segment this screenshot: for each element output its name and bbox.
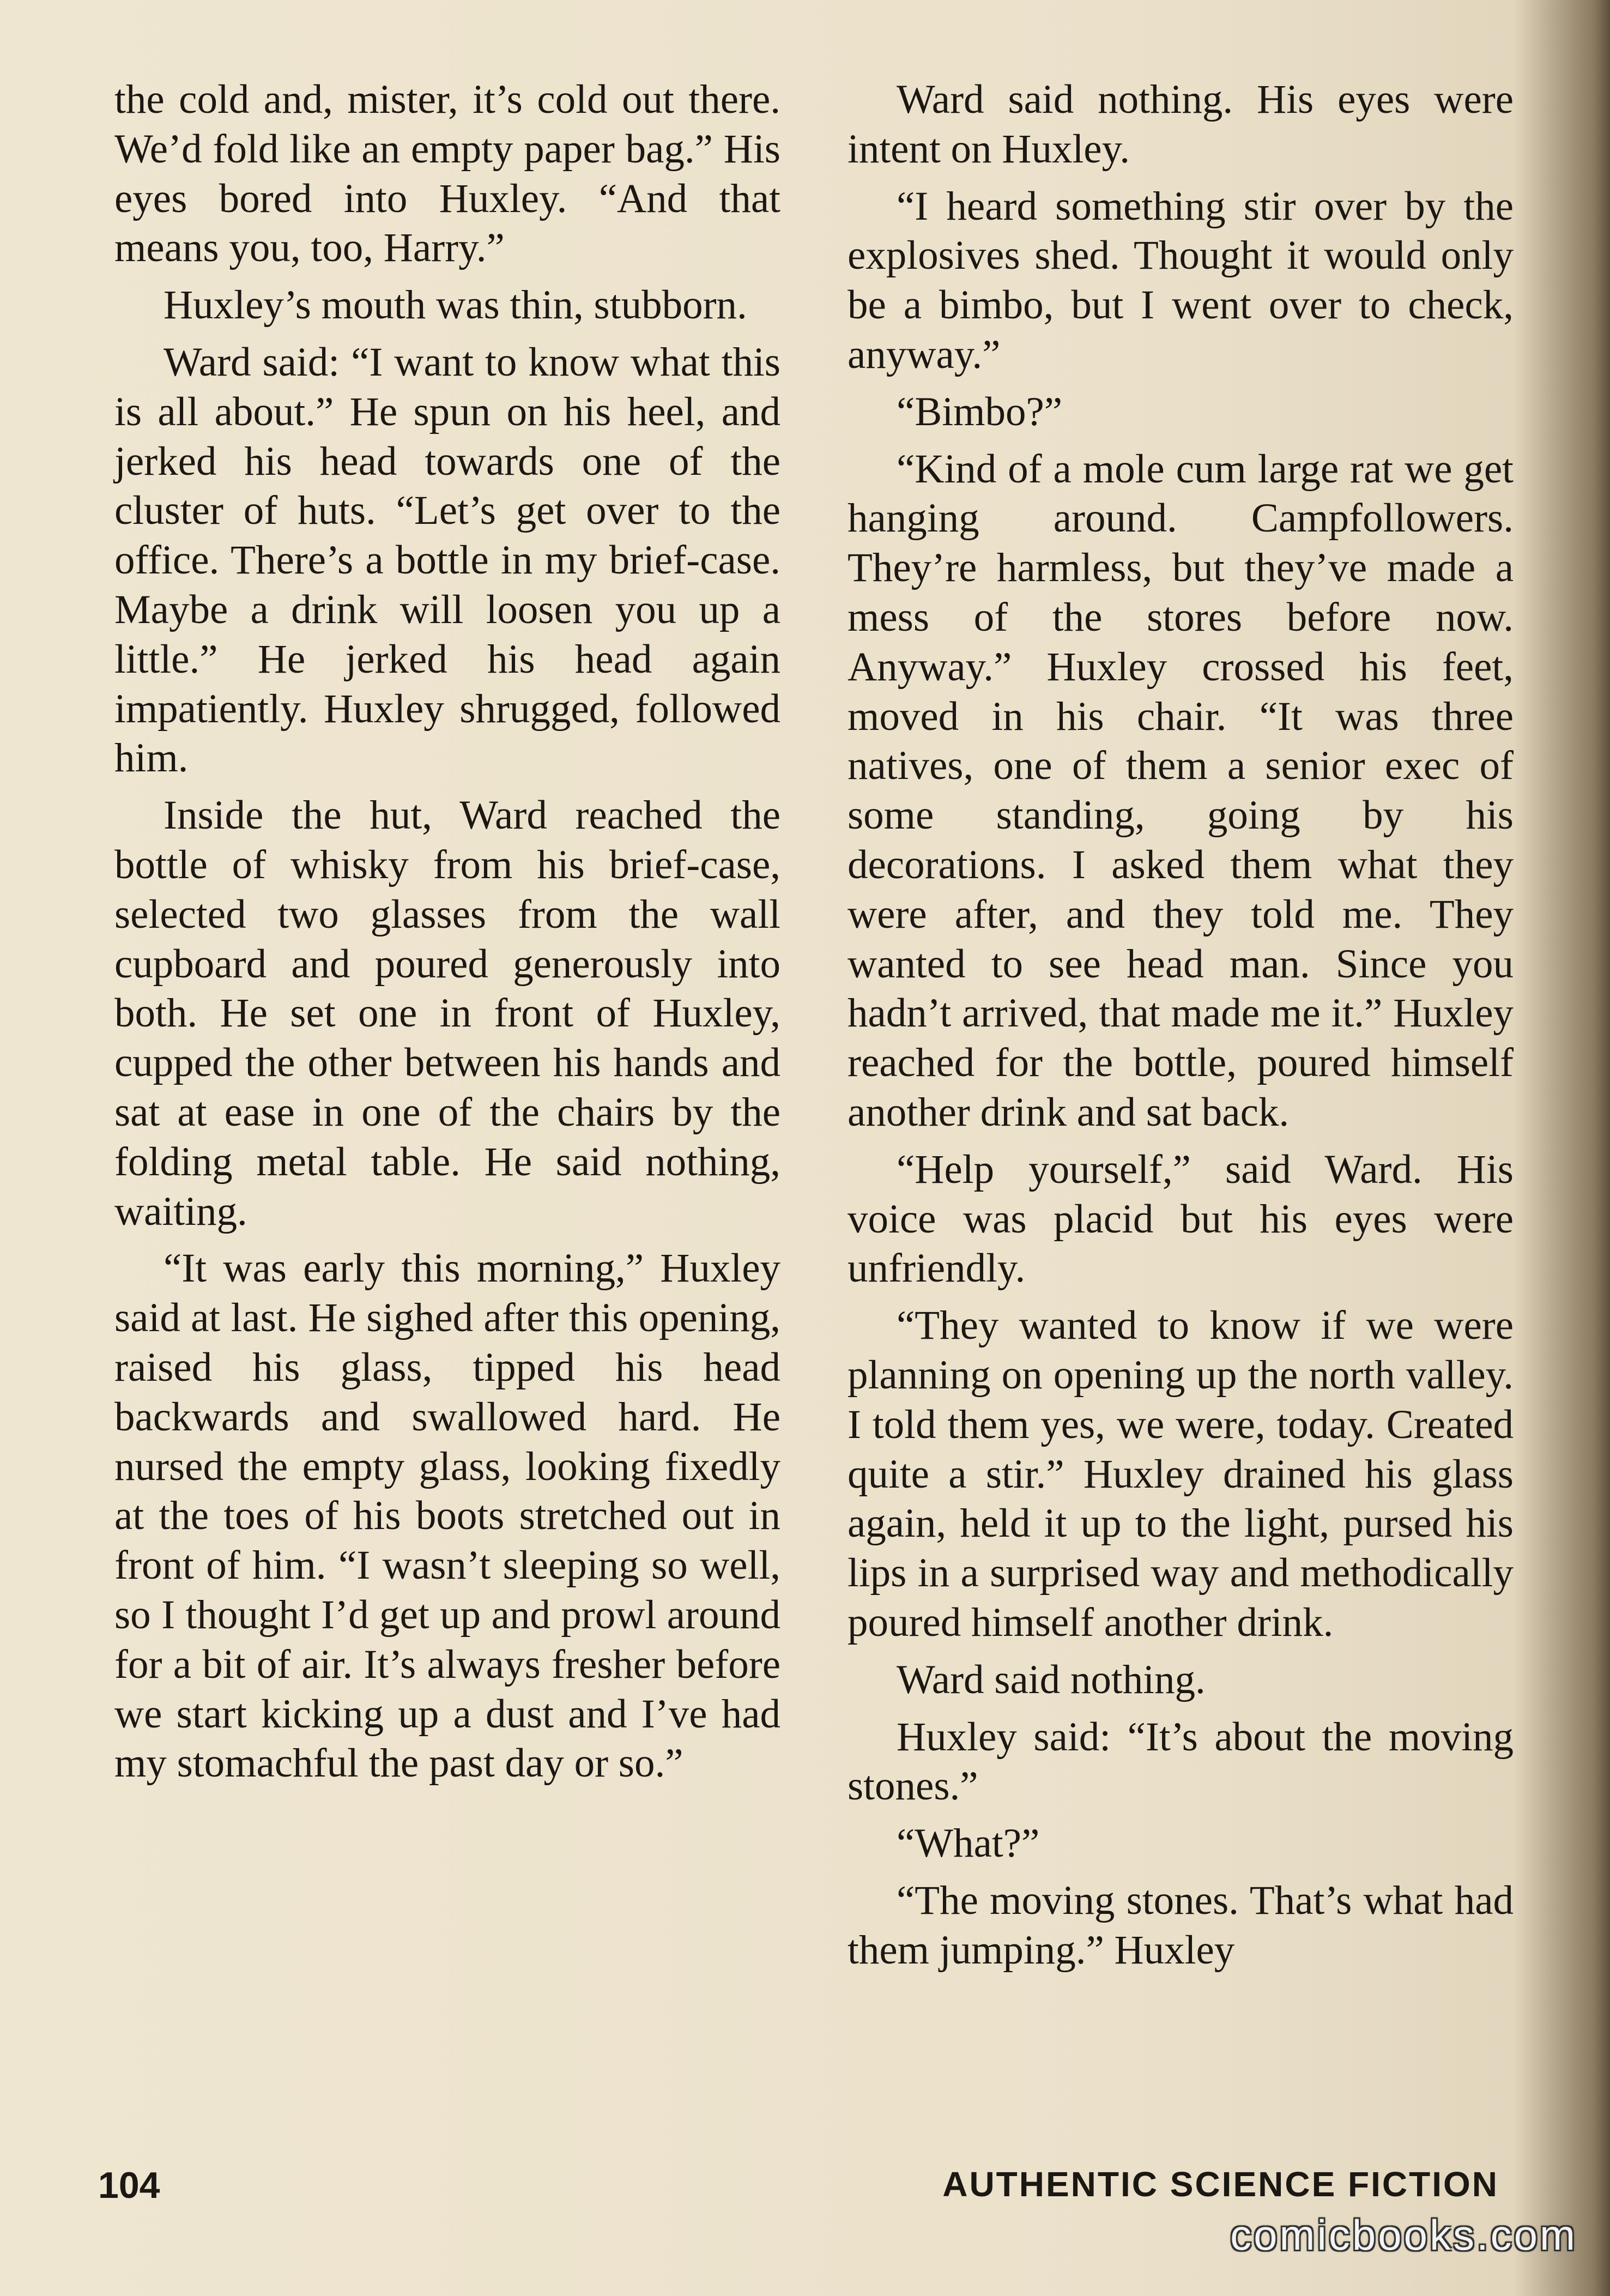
page-number: 104 [98, 2165, 160, 2206]
paragraph: Huxley’s mouth was thin, stubborn. [164, 282, 747, 328]
paragraph: “The moving stones. That’s what had them jumping.” Huxley [848, 1877, 1514, 1973]
paragraph: Ward said nothing. His eyes were intent on Huxley. [848, 77, 1514, 172]
paragraph: Ward said: “I want to know what this is all about.” He spun on his heel, and jerked his head towards one of the cluster of huts. “Let’s get over to the office. There’s a bottle in my brief-case. Maybe a drink will loosen you up a little.” He jerked his head again impatiently. Huxley shrugged, followed him. [114, 339, 780, 781]
right-text-column [848, 75, 1514, 1983]
paragraph: “What?” [897, 1821, 1040, 1866]
paragraph: Huxley said: “It’s about the moving stones.” [848, 1714, 1514, 1809]
watermark: comicbooks.com [1230, 2211, 1577, 2259]
paragraph: “Help yourself,” said Ward. His voice was placid but his eyes were unfriendly. [848, 1146, 1514, 1291]
magazine-title: AUTHENTIC SCIENCE FICTION [942, 2165, 1499, 2204]
paragraph: “It was early this morning,” Huxley said at last. He sighed after this opening, raised his glass, tipped his head backwards and swallowed hard. He nursed the empty glass, looking fixedly at the toes of his boots stretched out in front of him. “I wasn’t sleeping so well, so I thought I’d get up and prowl around for a bit of air. It’s always fresher before we start kicking up a dust and I’ve had my stomachful the past day or so.” [114, 1246, 780, 1786]
paragraph: “Bimbo?” [897, 389, 1063, 434]
paragraph: Ward said nothing. [897, 1657, 1206, 1702]
left-text-column [114, 75, 780, 1796]
paragraph: “They wanted to know if we were planning on opening up the north valley. I told them yes, we were, today. Created quite a stir.” Huxley drained his glass again, held it up to the light, pursed his lips in a surprised way and methodically poured himself another drink. [848, 1303, 1514, 1645]
paragraph: “I heard something stir over by the explosives shed. Thought it would only be a bimbo, but I went over to check, anyway.” [848, 183, 1514, 377]
paragraph: Inside the hut, Ward reached the bottle of whisky from his brief-case, selected two glasses from the wall cupboard and poured generously into both. He set one in front of Huxley, cupped the other between his hands and sat at ease in one of the chairs by the folding metal table. He said nothing, waiting. [114, 793, 780, 1234]
paragraph: the cold and, mister, it’s cold out there. We’d fold like an empty paper bag.” His eyes bored into Huxley. “And that means you, too, Harry.” [114, 77, 780, 271]
paragraph: “Kind of a mole cum large rat we get hanging around. Campfollowers. They’re harmless, but they’ve made a mess of the stores before now. Anyway.” Huxley crossed his feet, moved in his chair. “It was three natives, one of them a senior exec of some standing, going by his decorations. I asked them what they were after, and they told me. They wanted to see head man. Since you hadn’t arrived, that made me it.” Huxley reached for the bottle, poured himself another drink and sat back. [848, 446, 1514, 1135]
